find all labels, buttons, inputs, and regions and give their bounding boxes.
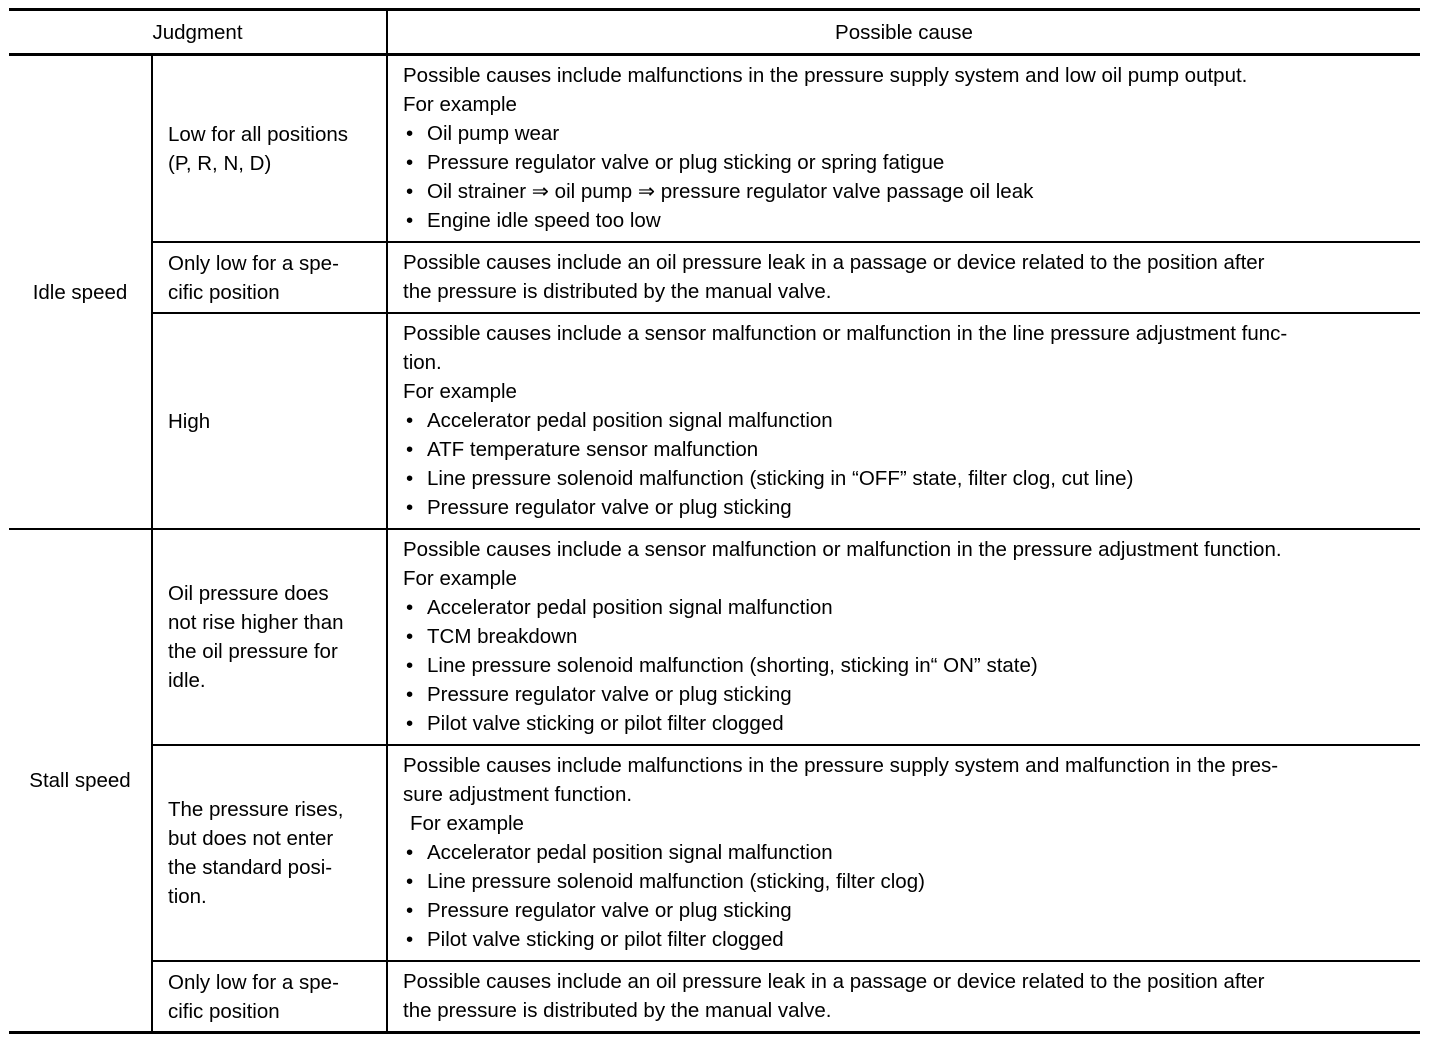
cause-cell <box>387 745 1420 961</box>
cause-bullet: • Pressure regulator valve or plug sticking <box>403 896 1414 925</box>
judgment-line: Low for all positions <box>168 122 349 146</box>
judgment-line: Only low for a spe- <box>168 970 339 994</box>
cause-cell <box>387 55 1420 243</box>
cause-line: Possible causes include a sensor malfunction or malfunction in the line pressure adjustment func- <box>403 322 1288 345</box>
group-idle-speed: Idle speed <box>9 55 152 530</box>
judgment-line: the standard posi- <box>168 856 333 879</box>
judgment-line: the oil pressure for <box>168 640 338 663</box>
cause-bullet: • Line pressure solenoid malfunction (sticking in “OFF” state, filter clog, cut line) <box>403 464 1414 493</box>
cause-bullet: • Engine idle speed too low <box>403 206 1414 235</box>
judgment-line: (P, R, N, D) <box>168 151 272 175</box>
judgment-line: but does not enter <box>168 827 334 850</box>
cause-line: For example <box>403 380 517 403</box>
cause-cell <box>387 313 1420 529</box>
cause-bullet: • Oil strainer ⇒ oil pump ⇒ pressure regulator valve passage oil leak <box>403 177 1414 206</box>
cause-line: For example <box>403 567 517 590</box>
judgment-cell <box>152 55 387 243</box>
cause-line: Possible causes include an oil pressure leak in a passage or device related to the position after <box>403 251 1265 274</box>
judgment-line: idle. <box>168 669 206 692</box>
cause-bullet: • TCM breakdown <box>403 622 1414 651</box>
judgment-line: cific position <box>168 999 280 1023</box>
cause-bullet: • Accelerator pedal position signal malfunction <box>403 593 1414 622</box>
cause-cell <box>387 529 1420 745</box>
judgment-cause-table <box>9 8 1420 1034</box>
cause-line: tion. <box>403 351 442 374</box>
cause-bullet: • Pilot valve sticking or pilot filter clogged <box>403 925 1414 954</box>
cause-line: For example <box>410 812 524 835</box>
table-row <box>9 55 1420 243</box>
cause-line: the pressure is distributed by the manual valve. <box>403 999 832 1022</box>
header-row <box>9 10 1420 55</box>
judgment-line: Only low for a spe- <box>168 251 339 275</box>
cause-cell <box>387 961 1420 1033</box>
table-row <box>9 529 1420 745</box>
cause-line: Possible causes include malfunctions in the pressure supply system and low oil pump output. <box>403 64 1248 87</box>
table-row <box>9 961 1420 1033</box>
cause-bullet: • Accelerator pedal position signal malfunction <box>403 406 1414 435</box>
cause-line: Possible causes include an oil pressure leak in a passage or device related to the position after <box>403 970 1265 993</box>
cause-bullet: • Accelerator pedal position signal malfunction <box>403 838 1414 867</box>
cause-line: For example <box>403 93 517 116</box>
header-possible-cause: Possible cause <box>387 10 1420 55</box>
judgment-line: The pressure rises, <box>168 798 344 821</box>
cause-bullet: • Oil pump wear <box>403 119 1414 148</box>
cause-bullet: • Pressure regulator valve or plug sticking <box>403 680 1414 709</box>
cause-line: Possible causes include malfunctions in the pressure supply system and malfunction in the pres- <box>403 754 1279 777</box>
cause-bullet: • Line pressure solenoid malfunction (sticking, filter clog) <box>403 867 1414 896</box>
group-stall-speed: Stall speed <box>9 529 152 1033</box>
cause-bullet: • Pilot valve sticking or pilot filter clogged <box>403 709 1414 738</box>
cause-line: the pressure is distributed by the manual valve. <box>403 280 832 303</box>
judgment-cell <box>152 242 387 313</box>
header-judgment: Judgment <box>9 10 387 55</box>
cause-cell <box>387 242 1420 313</box>
cause-bullet: • ATF temperature sensor malfunction <box>403 435 1414 464</box>
judgment-cell <box>152 961 387 1033</box>
judgment-cell <box>152 529 387 745</box>
table-row <box>9 745 1420 961</box>
judgment-cell <box>152 313 387 529</box>
cause-bullet: • Line pressure solenoid malfunction (shorting, sticking in“ ON” state) <box>403 651 1414 680</box>
judgment-cell <box>152 745 387 961</box>
judgment-line: tion. <box>168 885 207 908</box>
cause-bullet: • Pressure regulator valve or plug sticking or spring fatigue <box>403 148 1414 177</box>
judgment-line: Oil pressure does <box>168 582 329 605</box>
judgment-line: cific position <box>168 280 280 304</box>
cause-line: sure adjustment function. <box>403 783 633 806</box>
cause-bullet: • Pressure regulator valve or plug sticking <box>403 493 1414 522</box>
table-row <box>9 313 1420 529</box>
judgment-line: not rise higher than <box>168 611 344 634</box>
judgment-line: High <box>168 409 211 433</box>
cause-line: Possible causes include a sensor malfunction or malfunction in the pressure adjustment function. <box>403 538 1282 561</box>
table-row <box>9 242 1420 313</box>
